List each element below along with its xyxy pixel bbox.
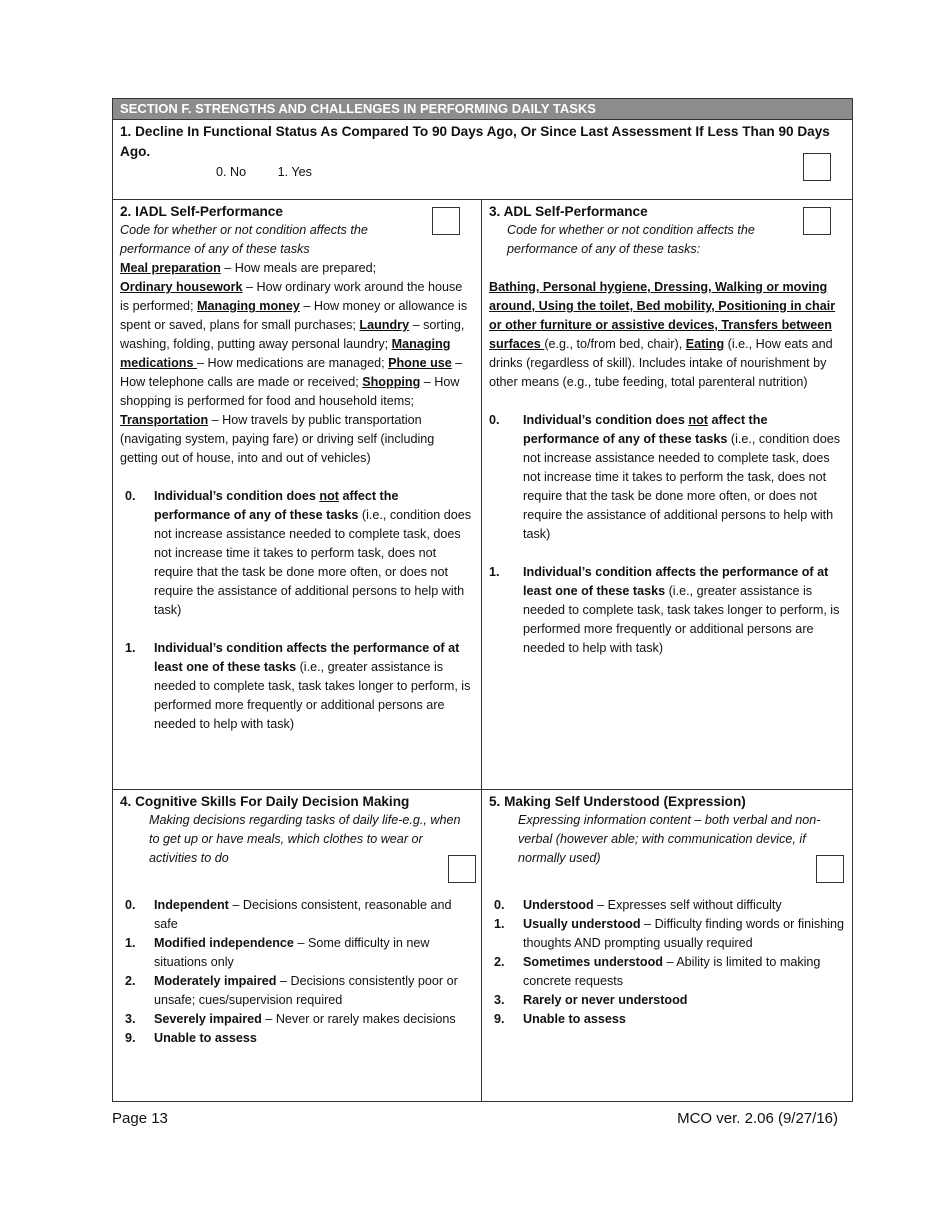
q2-subtitle-2: performance of any of these tasks	[120, 242, 310, 256]
task-desc: – How travels by public transportation (navigating system, paying fare) or driving self (including getting out of house, into and out of vehicles)	[120, 413, 435, 465]
task-desc: – How medications are managed;	[196, 356, 389, 370]
option-label: Individual’s condition affects the performance of at least one of these tasks	[523, 565, 829, 598]
option-label: Rarely or never understood	[523, 993, 688, 1007]
option-number: 9.	[125, 1031, 136, 1045]
option-number: 1.	[125, 936, 136, 950]
task-term: Phone use	[388, 356, 452, 370]
option-desc: (i.e., condition does not increase assistance needed to complete task, does not increase time it takes to perform task, does not require that the task be done more often, or does not require the assistance of additional persons to help with task)	[154, 508, 472, 617]
question-1	[113, 119, 852, 200]
q1-title: 1. Decline In Functional Status As Compared To 90 Days Ago, Or Since Last Assessment If Less Than 90 Days Ago.	[120, 124, 830, 159]
q3-option-0	[489, 411, 845, 544]
q1-option-yes: 1. Yes	[277, 165, 312, 179]
task-desc: – How ordinary work around the house is performed;	[120, 280, 463, 313]
adl-eating: Eating	[685, 337, 725, 351]
task-desc: –How telephone calls are made or received;	[120, 356, 463, 389]
q1-option-no: 0. No	[216, 165, 247, 179]
q3-option-1	[489, 563, 845, 658]
q5-subtitle: Expressing information content – both verbal and non-verbal (however able; with communication device, if normally used)	[518, 813, 821, 865]
q2-option-1	[120, 639, 472, 734]
adl-list: Bathing, Personal hygiene, Dressing, Walking or moving around, Using the toilet, Bed mobility, Positioning in chair or other furniture or assistive devices, Transfers between surfaces	[489, 280, 836, 351]
task-desc: – How shopping is performed for food and household items;	[120, 375, 460, 408]
q5-title: 5. Making Self Understood (Expression)	[489, 794, 746, 809]
option-label: Unable to assess	[154, 1031, 257, 1045]
option-number: 2.	[494, 955, 505, 969]
option-label: Usually understood	[523, 917, 641, 931]
option-desc: (i.e., greater assistance is needed to complete task, task takes longer to perform, is performed more frequently or additional persons are needed to help with task)	[523, 584, 840, 655]
option-not: not	[319, 489, 339, 503]
q5-option-3	[489, 991, 845, 1010]
option-number: 1.	[125, 641, 136, 655]
adl-desc: (i.e., How eats and drinks (regardless of skill). Includes intake of nourishment by other means (e.g., tube feeding, total parenteral nutrition)	[489, 337, 833, 389]
section-header: SECTION F. STRENGTHS AND CHALLENGES IN PERFORMING DAILY TASKS	[113, 99, 852, 119]
q5-option-9	[489, 1010, 845, 1029]
q2-title: 2. IADL Self-Performance	[120, 204, 283, 219]
option-desc: – Decisions consistent, reasonable and safe	[154, 898, 452, 931]
option-number: 1.	[494, 917, 505, 931]
option-desc: – Difficulty finding words or finishing thoughts AND prompting usually required	[523, 917, 845, 950]
option-label: Moderately impaired	[154, 974, 277, 988]
task-term: Managing medications	[120, 337, 451, 370]
option-number: 0.	[125, 489, 136, 503]
option-desc: – Never or rarely makes decisions	[261, 1012, 456, 1026]
option-label: Individual’s condition does	[154, 489, 320, 503]
option-number: 0.	[125, 898, 136, 912]
option-number: 3.	[494, 993, 505, 1007]
option-number: 0.	[494, 898, 505, 912]
question-2	[120, 202, 472, 734]
option-label: Modified independence	[154, 936, 294, 950]
task-term: Laundry	[359, 318, 410, 332]
option-label: Severely impaired	[154, 1012, 262, 1026]
task-term: Meal preparation	[120, 261, 221, 275]
q3-subtitle-2: performance of any of these tasks:	[507, 242, 701, 256]
option-desc: – Decisions consistently poor or unsafe; cues/supervision required	[154, 974, 458, 1007]
q4-option-9	[120, 1029, 472, 1048]
q4-subtitle: Making decisions regarding tasks of daily life-e.g., when to get up or have meals, which clothes to wear or activities to do	[149, 813, 461, 865]
q4-option-3	[120, 1010, 472, 1029]
option-number: 0.	[489, 413, 500, 427]
q3-title: 3. ADL Self-Performance	[489, 204, 648, 219]
option-desc: (i.e., condition does not increase assistance needed to complete task, does not increase time it takes to perform the task, does not require that the task be done more often, or does not require the assistance of additional persons to help with task)	[523, 432, 841, 541]
option-label: Individual’s condition does	[523, 413, 689, 427]
option-label: Unable to assess	[523, 1012, 626, 1026]
option-desc: – Some difficulty in new situations only	[154, 936, 430, 969]
option-number: 3.	[125, 1012, 136, 1026]
option-label: affect the performance of any of these tasks	[523, 413, 768, 446]
option-label: Individual’s condition affects the performance of at least one of these tasks	[154, 641, 460, 674]
option-label: affect the performance of any of these tasks	[154, 489, 399, 522]
task-desc: – How meals are prepared;	[220, 261, 377, 275]
column-divider	[481, 200, 482, 1101]
option-label: Independent	[154, 898, 229, 912]
option-label: Understood	[523, 898, 594, 912]
option-desc: – Ability is limited to making concrete requests	[523, 955, 821, 988]
q5-option-1	[489, 915, 845, 953]
row-divider	[113, 789, 852, 790]
q5-answer-box[interactable]	[816, 855, 844, 883]
option-label: Sometimes understood	[523, 955, 663, 969]
q3-subtitle-1: Code for whether or not condition affects the	[507, 223, 755, 237]
q5-option-2	[489, 953, 845, 991]
q2-subtitle-1: Code for whether or not condition affects the	[120, 223, 368, 237]
task-term: Managing money	[197, 299, 300, 313]
task-term: Ordinary housework	[120, 280, 243, 294]
q1-answer-box[interactable]	[803, 153, 831, 181]
q5-option-0	[489, 896, 845, 915]
version-label: MCO ver. 2.06 (9/27/16)	[677, 1110, 838, 1127]
option-number: 1.	[489, 565, 500, 579]
option-number: 2.	[125, 974, 136, 988]
option-desc: – Expresses self without difficulty	[593, 898, 782, 912]
task-desc: – sorting, washing, folding, putting away personal laundry;	[120, 318, 465, 351]
option-not: not	[688, 413, 708, 427]
q4-title: 4. Cognitive Skills For Daily Decision Making	[120, 794, 410, 809]
q3-answer-box[interactable]	[803, 207, 831, 235]
question-5	[489, 792, 845, 1029]
task-term: Shopping	[362, 375, 421, 389]
section-f-form	[112, 98, 853, 1102]
q1-options	[216, 165, 340, 179]
q3-task-list	[489, 278, 845, 392]
question-3	[489, 202, 845, 658]
task-desc: – How money or allowance is spent or saved, plans for small purchases;	[120, 299, 468, 332]
adl-desc: (e.g., to/from bed, chair),	[544, 337, 686, 351]
question-4	[120, 792, 472, 1048]
q4-option-0	[120, 896, 472, 934]
q2-option-0	[120, 487, 472, 620]
task-term: Transportation	[120, 413, 209, 427]
q4-answer-box[interactable]	[448, 855, 476, 883]
option-desc: (i.e., greater assistance is needed to complete task, task takes longer to perform, is performed more frequently or additional persons are needed to help with task)	[154, 660, 471, 731]
q2-task-list	[120, 259, 472, 468]
q2-answer-box[interactable]	[432, 207, 460, 235]
page-number: Page 13	[112, 1110, 168, 1127]
q4-option-2	[120, 972, 472, 1010]
q4-option-1	[120, 934, 472, 972]
option-number: 9.	[494, 1012, 505, 1026]
